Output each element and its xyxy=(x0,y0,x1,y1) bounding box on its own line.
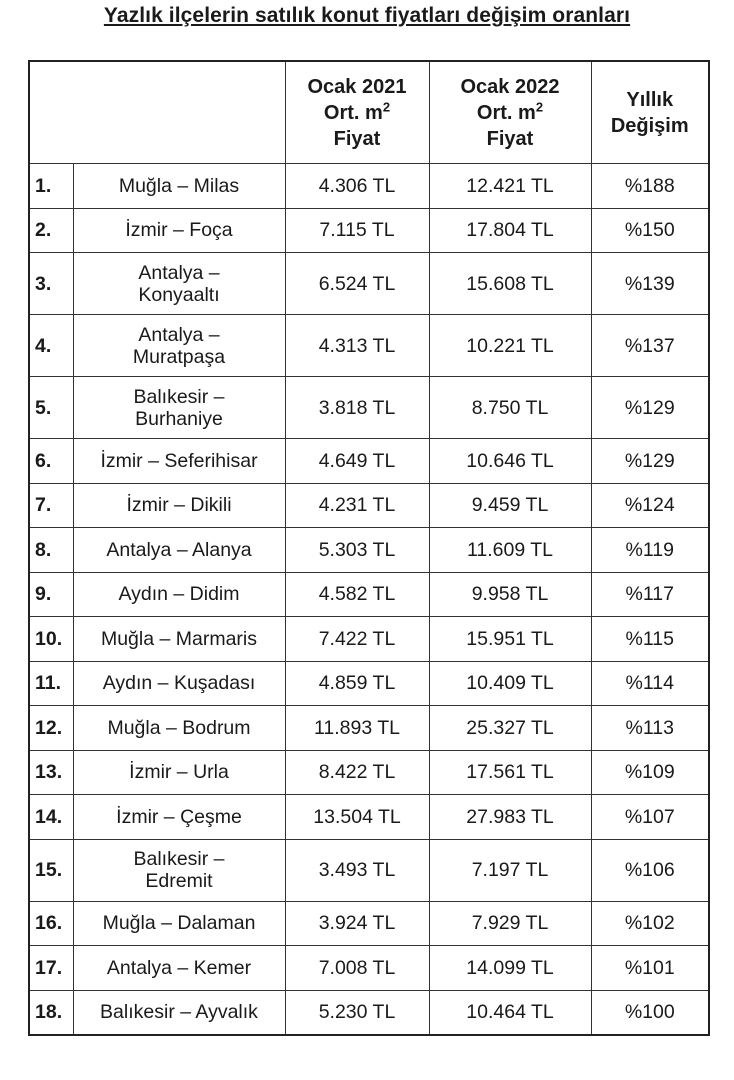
rank-cell: 6. xyxy=(29,439,73,484)
change-cell: %114 xyxy=(591,661,709,706)
rank-cell: 13. xyxy=(29,750,73,795)
table-row xyxy=(29,528,709,573)
change-cell: %129 xyxy=(591,439,709,484)
district-line: Antalya – Alanya xyxy=(106,538,252,561)
district-line: Antalya – Kemer xyxy=(106,956,252,979)
district-cell xyxy=(73,617,285,662)
rank-cell: 17. xyxy=(29,946,73,991)
table-row xyxy=(29,795,709,840)
price-2021-cell: 7.422 TL xyxy=(285,617,429,662)
change-cell: %100 xyxy=(591,990,709,1035)
district-line: İzmir – Çeşme xyxy=(116,805,242,828)
price-2021-cell: 4.231 TL xyxy=(285,483,429,528)
table-row xyxy=(29,990,709,1035)
district-line: İzmir – Seferihisar xyxy=(100,449,258,472)
change-cell: %119 xyxy=(591,528,709,573)
change-cell: %102 xyxy=(591,901,709,946)
district-line: Aydın – Kuşadası xyxy=(102,672,256,695)
price-table-container xyxy=(28,60,708,1036)
header-change-line2: Değişim xyxy=(610,114,689,137)
rank-cell: 1. xyxy=(29,164,73,209)
price-2021-cell: 7.115 TL xyxy=(285,208,429,253)
district-cell xyxy=(73,572,285,617)
price-2021-cell: 13.504 TL xyxy=(285,795,429,840)
table-body xyxy=(29,164,709,1036)
district-line: İzmir – Foça xyxy=(125,219,233,242)
header-ocak-2021 xyxy=(285,61,429,164)
header-2021-line3: Fiyat xyxy=(333,127,381,150)
header-annual-change xyxy=(591,61,709,164)
district-line: Muratpaşa xyxy=(132,345,226,368)
price-2022-cell: 10.464 TL xyxy=(429,990,591,1035)
header-2022-sup: 2 xyxy=(535,98,544,114)
district-line: Muğla – Bodrum xyxy=(107,716,251,739)
district-line: Antalya – xyxy=(138,323,220,346)
change-cell: %129 xyxy=(591,377,709,439)
rank-cell: 18. xyxy=(29,990,73,1035)
district-cell xyxy=(73,661,285,706)
change-cell: %188 xyxy=(591,164,709,209)
rank-cell: 2. xyxy=(29,208,73,253)
header-2022-line1: Ocak 2022 xyxy=(460,75,560,98)
district-line: Edremit xyxy=(145,870,213,892)
price-2022-cell: 8.750 TL xyxy=(429,377,591,439)
price-2022-cell: 11.609 TL xyxy=(429,528,591,573)
table-row xyxy=(29,750,709,795)
price-2021-cell: 5.230 TL xyxy=(285,990,429,1035)
table-row xyxy=(29,839,709,901)
district-line: İzmir – Dikili xyxy=(126,494,232,517)
rank-cell: 3. xyxy=(29,253,73,315)
table-row xyxy=(29,901,709,946)
district-line: Muğla – Dalaman xyxy=(102,912,256,935)
price-2022-cell: 15.951 TL xyxy=(429,617,591,662)
rank-cell: 7. xyxy=(29,483,73,528)
district-cell xyxy=(73,901,285,946)
district-line: Konyaaltı xyxy=(138,283,220,306)
change-cell: %107 xyxy=(591,795,709,840)
table-row xyxy=(29,617,709,662)
table-row xyxy=(29,164,709,209)
change-cell: %106 xyxy=(591,839,709,901)
district-line: Burhaniye xyxy=(135,407,223,430)
table-row xyxy=(29,706,709,751)
rank-cell: 10. xyxy=(29,617,73,662)
header-change-line1: Yıllık xyxy=(626,88,674,111)
table-row xyxy=(29,315,709,377)
district-cell xyxy=(73,208,285,253)
price-2021-cell: 5.303 TL xyxy=(285,528,429,573)
district-cell xyxy=(73,528,285,573)
price-2022-cell: 17.804 TL xyxy=(429,208,591,253)
price-2022-cell: 15.608 TL xyxy=(429,253,591,315)
rank-cell: 14. xyxy=(29,795,73,840)
price-2021-cell: 4.313 TL xyxy=(285,315,429,377)
price-2022-cell: 17.561 TL xyxy=(429,750,591,795)
header-row xyxy=(29,61,709,164)
price-2021-cell: 4.306 TL xyxy=(285,164,429,209)
district-cell xyxy=(73,795,285,840)
price-2021-cell: 4.582 TL xyxy=(285,572,429,617)
district-line: Balıkesir – xyxy=(133,848,225,870)
header-2022-line2: Ort. m xyxy=(476,101,536,124)
change-cell: %124 xyxy=(591,483,709,528)
rank-cell: 16. xyxy=(29,901,73,946)
table-row xyxy=(29,439,709,484)
district-cell xyxy=(73,253,285,315)
price-2021-cell: 7.008 TL xyxy=(285,946,429,991)
district-line: Antalya – xyxy=(138,261,220,284)
district-cell xyxy=(73,990,285,1035)
district-line: Aydın – Didim xyxy=(118,583,240,606)
district-cell xyxy=(73,315,285,377)
rank-cell: 5. xyxy=(29,377,73,439)
price-2022-cell: 10.409 TL xyxy=(429,661,591,706)
price-2021-cell: 3.818 TL xyxy=(285,377,429,439)
change-cell: %137 xyxy=(591,315,709,377)
table-row xyxy=(29,946,709,991)
rank-cell: 15. xyxy=(29,839,73,901)
page-title: Yazlık ilçelerin satılık konut fiyatları değişim oranları xyxy=(103,4,631,27)
price-2022-cell: 7.197 TL xyxy=(429,839,591,901)
change-cell: %115 xyxy=(591,617,709,662)
district-cell xyxy=(73,946,285,991)
rank-cell: 4. xyxy=(29,315,73,377)
district-line: Balıkesir – Ayvalık xyxy=(100,1001,258,1024)
district-line: Muğla – Marmaris xyxy=(100,627,258,650)
header-2022-line3: Fiyat xyxy=(486,127,534,150)
change-cell: %139 xyxy=(591,253,709,315)
price-change-table xyxy=(28,60,710,1036)
district-cell xyxy=(73,483,285,528)
table-row xyxy=(29,572,709,617)
table-row xyxy=(29,253,709,315)
table-row xyxy=(29,661,709,706)
change-cell: %109 xyxy=(591,750,709,795)
district-cell xyxy=(73,839,285,901)
district-line: Balıkesir – xyxy=(133,385,225,408)
price-2022-cell: 14.099 TL xyxy=(429,946,591,991)
header-2021-line1: Ocak 2021 xyxy=(307,75,407,98)
district-cell xyxy=(73,439,285,484)
price-2022-cell: 7.929 TL xyxy=(429,901,591,946)
change-cell: %117 xyxy=(591,572,709,617)
table-row xyxy=(29,377,709,439)
price-2021-cell: 4.859 TL xyxy=(285,661,429,706)
header-2021-line2: Ort. m xyxy=(323,101,383,124)
price-2021-cell: 3.924 TL xyxy=(285,901,429,946)
price-2022-cell: 27.983 TL xyxy=(429,795,591,840)
district-cell xyxy=(73,377,285,439)
change-cell: %101 xyxy=(591,946,709,991)
table-row xyxy=(29,483,709,528)
table-row xyxy=(29,208,709,253)
price-2022-cell: 10.221 TL xyxy=(429,315,591,377)
price-2022-cell: 10.646 TL xyxy=(429,439,591,484)
district-cell xyxy=(73,164,285,209)
price-2021-cell: 4.649 TL xyxy=(285,439,429,484)
change-cell: %150 xyxy=(591,208,709,253)
header-ocak-2022 xyxy=(429,61,591,164)
price-2021-cell: 6.524 TL xyxy=(285,253,429,315)
rank-cell: 12. xyxy=(29,706,73,751)
rank-cell: 8. xyxy=(29,528,73,573)
district-cell xyxy=(73,706,285,751)
rank-cell: 9. xyxy=(29,572,73,617)
price-2022-cell: 9.459 TL xyxy=(429,483,591,528)
price-2021-cell: 3.493 TL xyxy=(285,839,429,901)
rank-cell: 11. xyxy=(29,661,73,706)
price-2022-cell: 9.958 TL xyxy=(429,572,591,617)
price-2021-cell: 8.422 TL xyxy=(285,750,429,795)
district-cell xyxy=(73,750,285,795)
header-district xyxy=(29,61,285,164)
change-cell: %113 xyxy=(591,706,709,751)
district-line: Muğla – Milas xyxy=(118,174,240,197)
price-2021-cell: 11.893 TL xyxy=(285,706,429,751)
district-line: İzmir – Urla xyxy=(129,761,229,784)
header-2021-sup: 2 xyxy=(382,98,391,114)
price-2022-cell: 25.327 TL xyxy=(429,706,591,751)
price-2022-cell: 12.421 TL xyxy=(429,164,591,209)
